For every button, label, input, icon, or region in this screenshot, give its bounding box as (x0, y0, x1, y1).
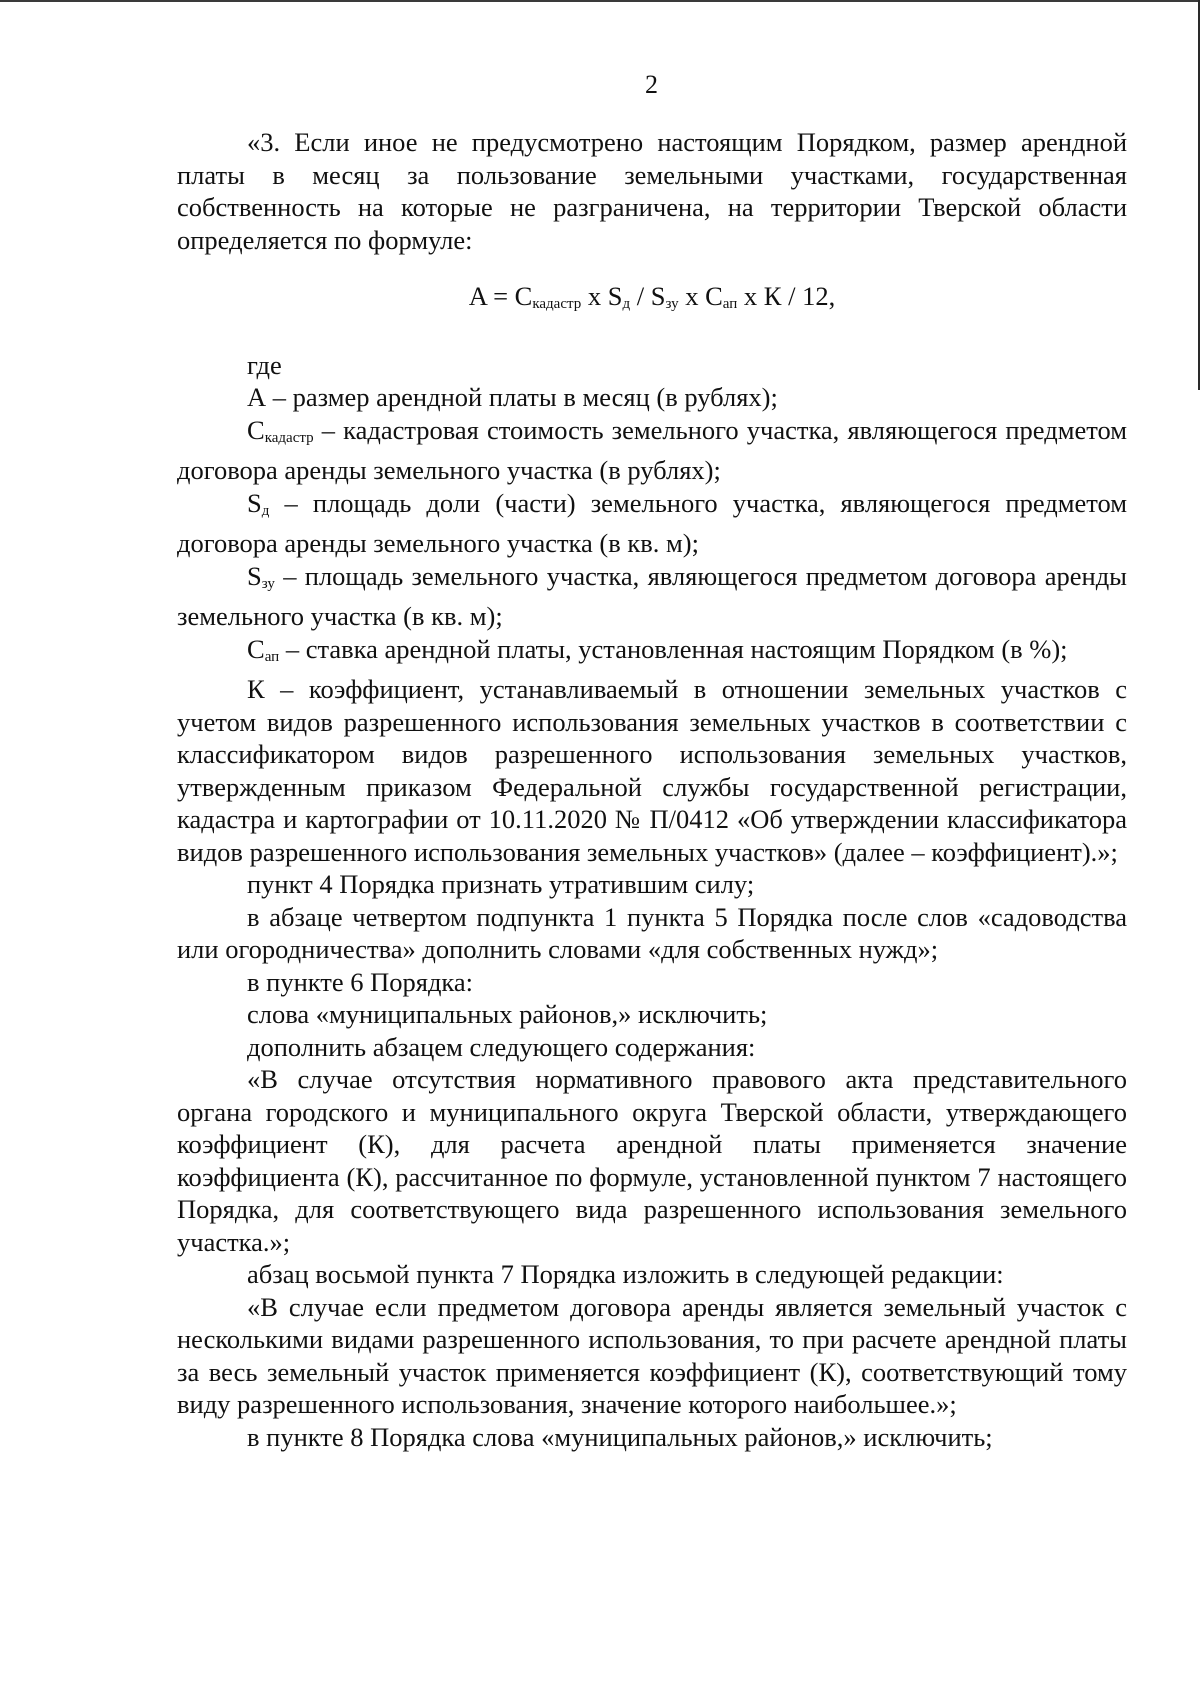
paragraph: в абзаце четвертом подпункта 1 пункта 5 Порядка после слов «садоводства или огородничества» дополнить словами «для собственных нужд»; (177, 901, 1127, 964)
where-label: где (247, 349, 282, 380)
paragraph: дополнить абзацем следующего содержания: (247, 1031, 756, 1062)
document-body (177, 126, 1127, 1453)
paragraph: слова «муниципальных районов,» исключить; (247, 999, 768, 1029)
definition-a: А – размер арендной платы в месяц (в рублях); (247, 382, 778, 412)
definition-s-share: $S_д$ – площадь доли (части) земельного участка, являющегося предметом договора аренды земельного участка (в кв. м); (177, 487, 1127, 558)
paragraph: в пункте 6 Порядка: (247, 966, 474, 997)
page-number: 2 (645, 70, 658, 99)
paragraph: «В случае если предметом договора аренды является земельный участок с несколькими видами разрешенного использования, то при расчете арендной платы за весь земельный участок применяется коэффициент (К), соответствующий тому виду разрешенного использования, значение которого наибольшее.»; (177, 1291, 1127, 1419)
paragraph: абзац восьмой пункта 7 Порядка изложить в следующей редакции: (247, 1259, 1004, 1289)
definition-c-rate: $С_{ап}$ – ставка арендной платы, установленная настоящим Порядком (в %); (247, 633, 1068, 665)
paragraph: в пункте 8 Порядка слова «муниципальных районов,» исключить; (247, 1421, 993, 1452)
paragraph: пункт 4 Порядка признать утратившим силу; (247, 869, 755, 899)
paragraph: «В случае отсутствия нормативного правового акта представительного органа городского и муниципального округа Тверской области, утверждающего коэффициент (К), для расчета арендной платы применяется значение коэффициента (К), рассчитанное по формуле, установленной пунктом 7 настоящего Порядка, для соответствующего вида разрешенного использования земельного участка.»; (177, 1064, 1127, 1257)
formula: $A = C_{кадастр}$ x $S_д / S_{зу}$ x $C_{ап}$ x К / 12, (468, 281, 836, 312)
paragraph-intro: «3. Если иное не предусмотрено настоящим Порядком, размер арендной платы в месяц за пользование земельными участками, государственная собственность на которые не разграничена, на территории Тверской области определяется по формуле: (177, 127, 1127, 255)
scan-edge-top (0, 0, 1200, 2)
definition-s-plot: $S_{зу}$ – площадь земельного участка, являющегося предметом договора аренды земельного участка (в кв. м); (177, 560, 1127, 631)
definition-k: К – коэффициент, устанавливаемый в отношении земельных участков с учетом видов разрешенного использования земельных участков в соответствии с классификатором видов разрешенного использования земельных участков, утвержденным приказом Федеральной службы государственной регистрации, кадастра и картографии от 10.11.2020 № П/0412 «Об утверждении классификатора видов разрешенного использования земельных участков» (далее – коэффициент).»; (177, 674, 1127, 867)
definition-c-cadastre: $С_{кадастр}$ – кадастровая стоимость земельного участка, являющегося предметом договора аренды земельного участка (в рублях); (177, 414, 1127, 485)
